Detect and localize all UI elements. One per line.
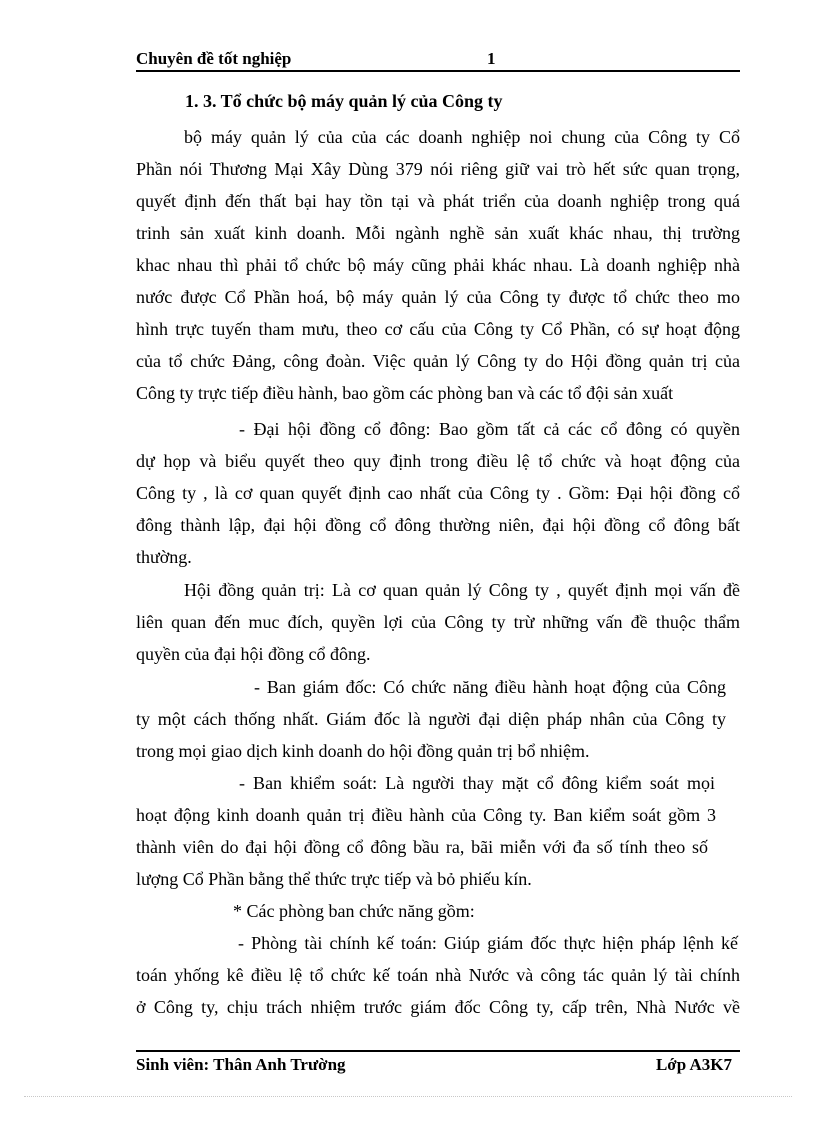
footer-class: Lớp A3K7 bbox=[655, 1055, 732, 1074]
page-footer bbox=[136, 1050, 740, 1078]
paragraph-line: ở Công ty, chịu trách nhiệm trước giám đốc Công ty, cấp trên, Nhà Nước về bbox=[136, 997, 740, 1017]
paragraph-line: thường. bbox=[136, 547, 192, 567]
header-title: Chuyên đề tốt nghiệp bbox=[136, 49, 292, 68]
paragraph-line: ty một cách thống nhất. Giám đốc là người đại diện pháp nhân của Công ty bbox=[136, 709, 726, 729]
paragraph-line: - Ban giám đốc: Có chức năng điều hành hoạt động của Công bbox=[254, 677, 726, 697]
paragraph-line: - Ban khiểm soát: Là người thay mặt cổ đông kiểm soát mọi bbox=[239, 773, 715, 793]
paragraph-line: bộ máy quản lý của của các doanh nghiệp noi chung của Công ty Cổ bbox=[184, 127, 740, 147]
page-boundary-divider bbox=[24, 1096, 792, 1097]
section-heading: 1. 3. Tổ chức bộ máy quản lý của Công ty bbox=[185, 91, 503, 111]
paragraph-line: * Các phòng ban chức năng gồm: bbox=[233, 901, 475, 921]
paragraph-line: hình trực tuyến tham mưu, theo cơ cấu của Công ty Cổ Phần, có sự hoạt động bbox=[136, 319, 740, 339]
paragraph-line: Công ty , là cơ quan quyết định cao nhất của Công ty . Gồm: Đại hội đồng cổ bbox=[136, 483, 740, 503]
paragraph-line: - Đại hội đồng cổ đông: Bao gồm tất cả các cổ đông có quyền bbox=[239, 419, 740, 439]
paragraph-line: liên quan đến muc đích, quyền lợi của Công ty trừ những vấn đề thuộc thẩm bbox=[136, 612, 740, 632]
paragraph-line: nước được Cổ Phần hoá, bộ máy quản lý của Công ty được tổ chức theo mo bbox=[136, 287, 740, 307]
paragraph-line: của tổ chức Đảng, công đoàn. Việc quản lý Công ty do Hội đồng quản trị của bbox=[136, 351, 740, 371]
paragraph-line: khac nhau thì phải tổ chức bộ máy cũng phải khác nhau. Là doanh nghiệp nhà bbox=[136, 255, 740, 275]
paragraph-line: Hội đồng quản trị: Là cơ quan quản lý Công ty , quyết định mọi vấn đề bbox=[184, 580, 740, 600]
page-header bbox=[136, 48, 740, 72]
paragraph-line: - Phòng tài chính kế toán: Giúp giám đốc thực hiện pháp lệnh kế bbox=[238, 933, 738, 953]
paragraph-line: đông thành lập, đại hội đồng cổ đông thường niên, đại hội đồng cổ đông bất bbox=[136, 515, 740, 535]
paragraph-line: hoạt động kinh doanh quản trị điều hành của Công ty. Ban kiểm soát gồm 3 bbox=[136, 805, 716, 825]
paragraph-line: quyết định đến thất bại hay tồn tại và phát triển của doanh nghiệp trong quá bbox=[136, 191, 740, 211]
paragraph-line: thành viên do đại hội đồng cổ đông bầu ra, bãi miễn với đa số tính theo số bbox=[136, 837, 708, 857]
paragraph-line: lượng Cổ Phần bằng thể thức trực tiếp và bỏ phiếu kín. bbox=[136, 869, 532, 889]
paragraph-line: quyền của đại hội đồng cổ đông. bbox=[136, 644, 371, 664]
paragraph-line: trinh sản xuất kinh doanh. Mỗi ngành nghề sản xuất khác nhau, thị trường bbox=[136, 223, 740, 243]
paragraph-line: dự họp và biểu quyết theo quy định trong điều lệ tổ chức và hoạt động của bbox=[136, 451, 740, 471]
page-number: 1 bbox=[487, 49, 496, 68]
paragraph-line: trong mọi giao dịch kinh doanh do hội đồng quản trị bổ nhiệm. bbox=[136, 741, 590, 761]
paragraph-line: toán yhống kê điều lệ tổ chức kế toán nhà Nước và công tác quản lý tài chính bbox=[136, 965, 740, 985]
footer-student: Sinh viên: Thân Anh Trường bbox=[136, 1055, 346, 1074]
paragraph-line: Phần nói Thương Mại Xây Dùng 379 nói riêng giữ vai trò hết sức quan trọng, bbox=[136, 159, 740, 179]
paragraph-line: Công ty trực tiếp điều hành, bao gồm các phòng ban và các tổ đội sản xuất bbox=[136, 383, 674, 403]
